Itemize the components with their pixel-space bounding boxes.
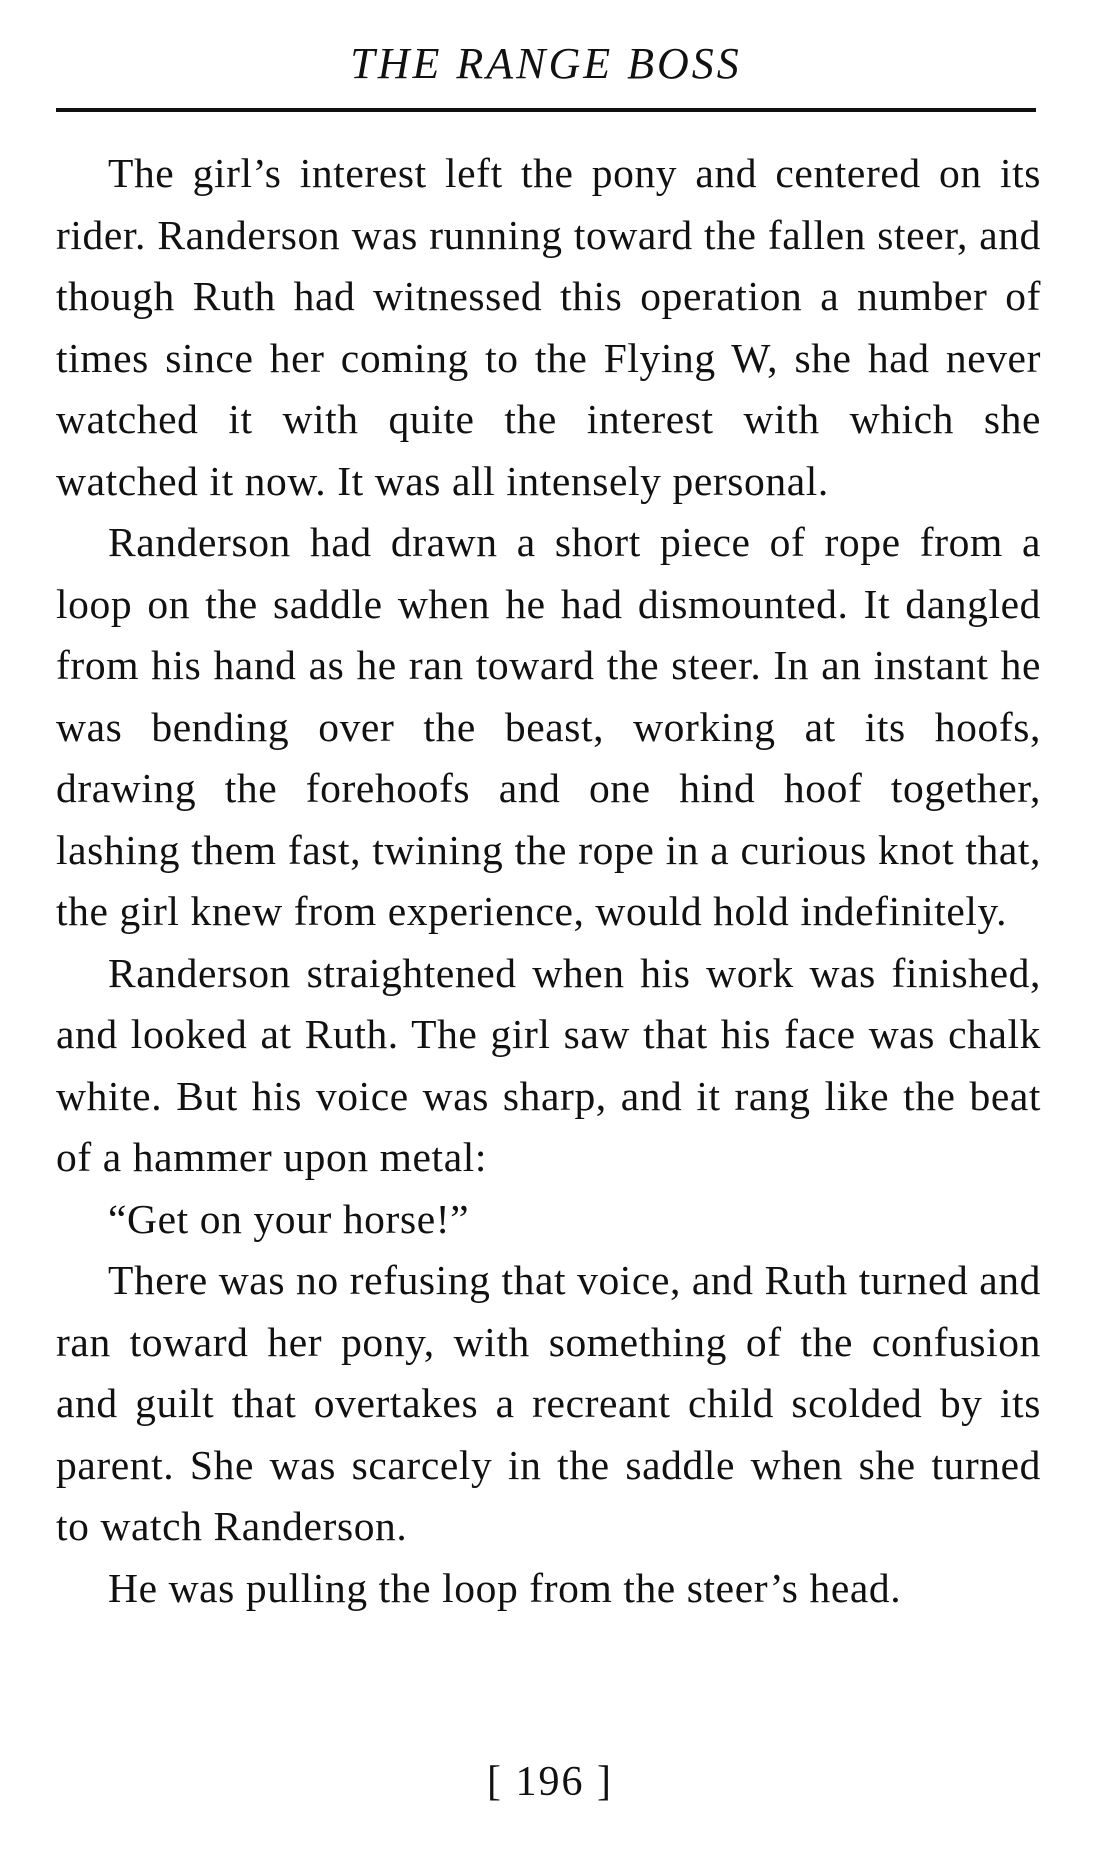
header-rule — [56, 108, 1036, 112]
body-text — [56, 143, 1041, 1619]
paragraph: Randerson had drawn a short piece of rope from a loop on the saddle when he had dismounted. It dangled from his hand as he ran toward the steer. In an instant he was bending over the beast, working at its hoofs, drawing the forehoofs and one hind hoof together, lashing them fast, twining the rope in a curious knot that, the girl knew from experience, would hold indefinitely. — [56, 519, 1041, 934]
paragraph-dialogue: “Get on your horse!” — [108, 1195, 470, 1242]
paragraph: The girl’s interest left the pony and centered on its rider. Randerson was running toward the fallen steer, and though Ruth had witnessed this operation a number of times since her coming to the Flying W, she had never watched it with quite the interest with which she watched it now. It was all intensely personal. — [56, 150, 1041, 504]
page-number: [ 196 ] — [487, 1759, 613, 1805]
paragraph: Randerson straightened when his work was finished, and looked at Ruth. The girl saw that his face was chalk white. But his voice was sharp, and it rang like the beat of a hammer upon metal: — [56, 949, 1041, 1180]
paragraph: He was pulling the loop from the steer’s head. — [108, 1564, 902, 1611]
paragraph: There was no refusing that voice, and Ruth turned and ran toward her pony, with something of the confusion and guilt that overtakes a recreant child scolded by its parent. She was scarcely in the saddle when she turned to watch Randerson. — [56, 1257, 1042, 1549]
running-title: THE RANGE BOSS — [350, 39, 742, 88]
